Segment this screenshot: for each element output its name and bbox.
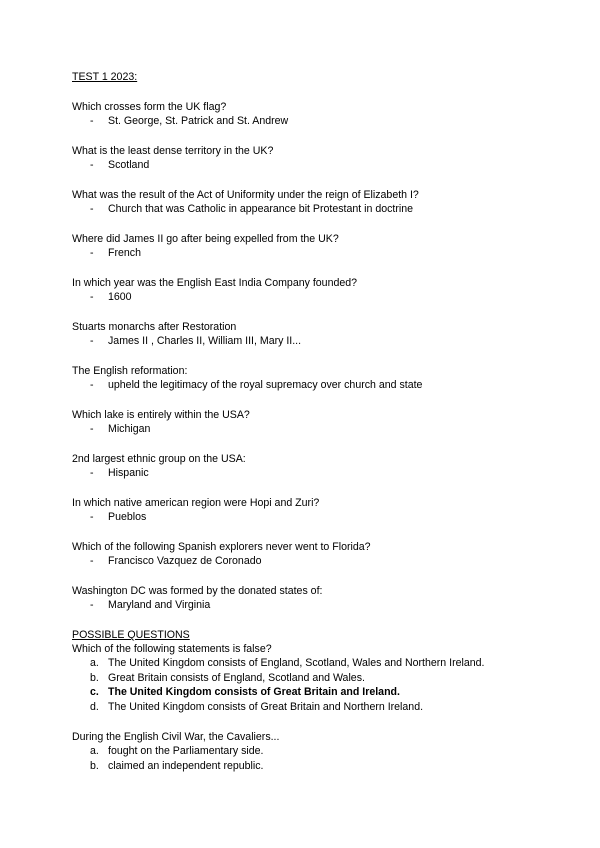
answer-item <box>72 290 542 304</box>
qa-block <box>72 100 542 128</box>
qa-list <box>72 100 542 612</box>
option-item <box>72 700 542 715</box>
option-text: The United Kingdom consists of England, Scotland, Wales and Northern Ireland. <box>108 657 485 669</box>
option-letter: b. <box>90 671 99 684</box>
question-text: The English reformation: <box>72 365 188 377</box>
option-text: The United Kingdom consists of Great Britain and Northern Ireland. <box>108 700 424 713</box>
answer-text: Scotland <box>108 159 150 171</box>
mcq-block <box>72 730 542 773</box>
answer-item <box>72 422 542 436</box>
document-title: TEST 1 2023: <box>72 71 138 83</box>
bullet-dash: - <box>90 511 94 523</box>
question-text: In which native american region were Hopi and Zuri? <box>72 497 320 509</box>
bullet-dash: - <box>90 203 94 215</box>
answer-text: Hispanic <box>108 467 149 479</box>
answer-item <box>72 554 542 568</box>
bullet-dash: - <box>90 599 94 611</box>
question-text: What was the result of the Act of Uniformity under the reign of Elizabeth I? <box>72 189 419 201</box>
option-text: Great Britain consists of England, Scotland and Wales. <box>108 671 365 684</box>
qa-block <box>72 584 542 612</box>
option-item <box>72 671 542 686</box>
question-text: In which year was the English East India Company founded? <box>72 277 358 289</box>
qa-block <box>72 232 542 260</box>
question-text: Where did James II go after being expelled from the UK? <box>72 233 339 245</box>
qa-block <box>72 364 542 392</box>
question-text: Which crosses form the UK flag? <box>72 101 227 113</box>
option-item <box>72 656 542 671</box>
bullet-dash: - <box>90 247 94 259</box>
option-letter: a. <box>90 657 99 669</box>
qa-block <box>72 276 542 304</box>
answer-text: French <box>108 247 141 259</box>
qa-block <box>72 320 542 348</box>
bullet-dash: - <box>90 159 94 171</box>
answer-text: Pueblos <box>108 511 147 523</box>
answer-text: Maryland and Virginia <box>108 599 211 611</box>
answer-item <box>72 114 542 128</box>
question-text: Which of the following statements is false? <box>72 643 272 655</box>
option-item <box>72 685 542 700</box>
question-text: Which lake is entirely within the USA? <box>72 409 250 421</box>
qa-block <box>72 496 542 524</box>
answer-text: upheld the legitimacy of the royal supremacy over church and state <box>108 379 423 391</box>
bullet-dash: - <box>90 423 94 435</box>
question-text: Stuarts monarchs after Restoration <box>72 321 237 333</box>
answer-item <box>72 598 542 612</box>
answer-item <box>72 378 542 392</box>
document-page <box>72 70 542 789</box>
answer-item <box>72 202 542 216</box>
answer-text: James II , Charles II, William III, Mary II... <box>108 335 302 347</box>
question-text: 2nd largest ethnic group on the USA: <box>72 453 246 465</box>
answer-text: St. George, St. Patrick and St. Andrew <box>108 115 289 127</box>
answer-text: Francisco Vazquez de Coronado <box>108 555 262 567</box>
answer-item <box>72 466 542 480</box>
qa-block <box>72 144 542 172</box>
bullet-dash: - <box>90 335 94 347</box>
answer-item <box>72 246 542 260</box>
mcq-block <box>72 642 542 714</box>
answer-text: 1600 <box>108 291 132 303</box>
section-title: POSSIBLE QUESTIONS <box>72 629 190 641</box>
qa-block <box>72 408 542 436</box>
mcq-list <box>72 642 542 773</box>
answer-item <box>72 510 542 524</box>
bullet-dash: - <box>90 379 94 391</box>
qa-block <box>72 452 542 480</box>
option-text: The United Kingdom consists of Great Britain and Ireland. <box>108 686 400 698</box>
option-letter: a. <box>90 745 99 757</box>
question-text: Which of the following Spanish explorers never went to Florida? <box>72 541 371 553</box>
bullet-dash: - <box>90 467 94 479</box>
bullet-dash: - <box>90 555 94 567</box>
option-item <box>72 759 542 774</box>
bullet-dash: - <box>90 291 94 303</box>
option-text: claimed an independent republic. <box>108 759 264 772</box>
answer-text: Michigan <box>108 423 151 435</box>
qa-block <box>72 188 542 216</box>
option-text: fought on the Parliamentary side. <box>108 745 264 757</box>
option-item <box>72 744 542 759</box>
option-letter: b. <box>90 759 99 772</box>
answer-item <box>72 158 542 172</box>
bullet-dash: - <box>90 115 94 127</box>
question-text: What is the least dense territory in the UK? <box>72 145 274 157</box>
question-text: During the English Civil War, the Cavaliers... <box>72 731 280 743</box>
qa-block <box>72 540 542 568</box>
answer-item <box>72 334 542 348</box>
option-letter: d. <box>90 700 99 713</box>
answer-text: Church that was Catholic in appearance bit Protestant in doctrine <box>108 203 414 215</box>
option-letter: c. <box>90 686 99 698</box>
question-text: Washington DC was formed by the donated states of: <box>72 585 323 597</box>
